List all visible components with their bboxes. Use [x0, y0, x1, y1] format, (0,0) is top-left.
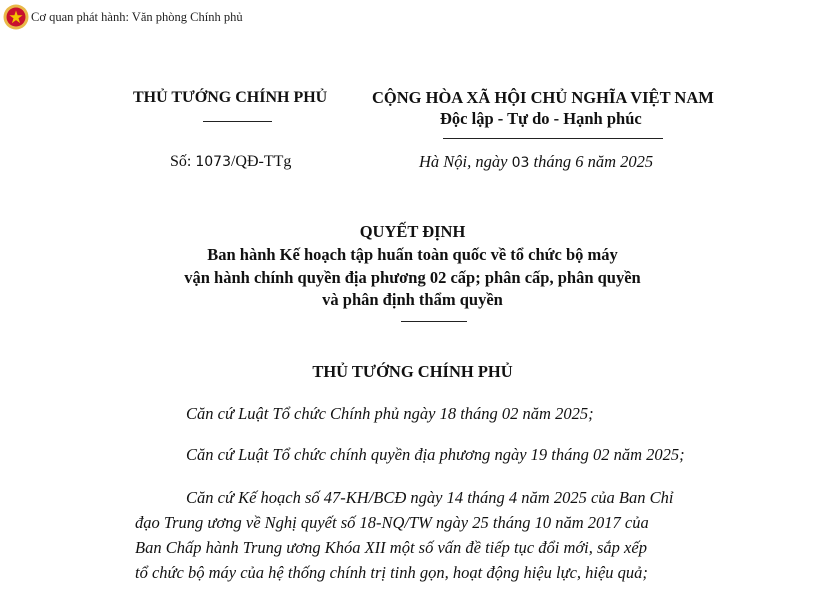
document-title: QUYẾT ĐỊNH [359, 222, 466, 241]
nation-name: CỘNG HÒA XÃ HỘI CHỦ NGHĨA VIỆT NAM [372, 88, 714, 107]
legal-basis-line: tổ chức bộ máy của hệ thống chính trị tinh gọn, hoạt động hiệu lực, hiệu quả; [135, 563, 648, 582]
issuing-authority-heading: THỦ TƯỚNG CHÍNH PHỦ [312, 362, 513, 381]
motto-divider [443, 138, 663, 139]
date-prefix: Hà Nội, ngày [419, 152, 508, 171]
issuer-label: Cơ quan phát hành: Văn phòng Chính phủ [31, 10, 243, 24]
document-number-prefix: Số: [170, 153, 192, 170]
agency-name: THỦ TƯỚNG CHÍNH PHỦ [133, 89, 328, 106]
document-number-handwritten: 1073 [195, 154, 231, 170]
document-number [170, 153, 291, 171]
legal-basis-line: Ban Chấp hành Trung ương Khóa XII một số vấn đề tiếp tục đổi mới, sắp xếp [135, 538, 647, 557]
legal-basis-line: Căn cứ Luật Tổ chức Chính phủ ngày 18 tháng 02 năm 2025; [186, 404, 594, 423]
place-date [419, 152, 653, 172]
national-emblem-icon [2, 3, 30, 31]
legal-basis-line: Căn cứ Luật Tổ chức chính quyền địa phương ngày 19 tháng 02 năm 2025; [186, 445, 685, 464]
agency-divider [203, 121, 272, 122]
document-number-suffix: /QĐ-TTg [230, 153, 292, 170]
date-day-handwritten: 03 [511, 155, 530, 171]
legal-basis-line: đạo Trung ương về Nghị quyết số 18-NQ/TW ngày 25 tháng 10 năm 2017 của [135, 513, 649, 532]
document-subtitle-line: Ban hành Kế hoạch tập huấn toàn quốc về tổ chức bộ máy [207, 245, 618, 264]
date-suffix: tháng 6 năm 2025 [533, 152, 654, 171]
title-divider [401, 321, 467, 322]
legal-basis-line: Căn cứ Kế hoạch số 47-KH/BCĐ ngày 14 tháng 4 năm 2025 của Ban Chỉ [186, 488, 674, 507]
document-subtitle-line: và phân định thẩm quyền [322, 290, 503, 309]
document-subtitle-line: vận hành chính quyền địa phương 02 cấp; phân cấp, phân quyền [184, 268, 641, 287]
national-motto: Độc lập - Tự do - Hạnh phúc [440, 109, 642, 128]
